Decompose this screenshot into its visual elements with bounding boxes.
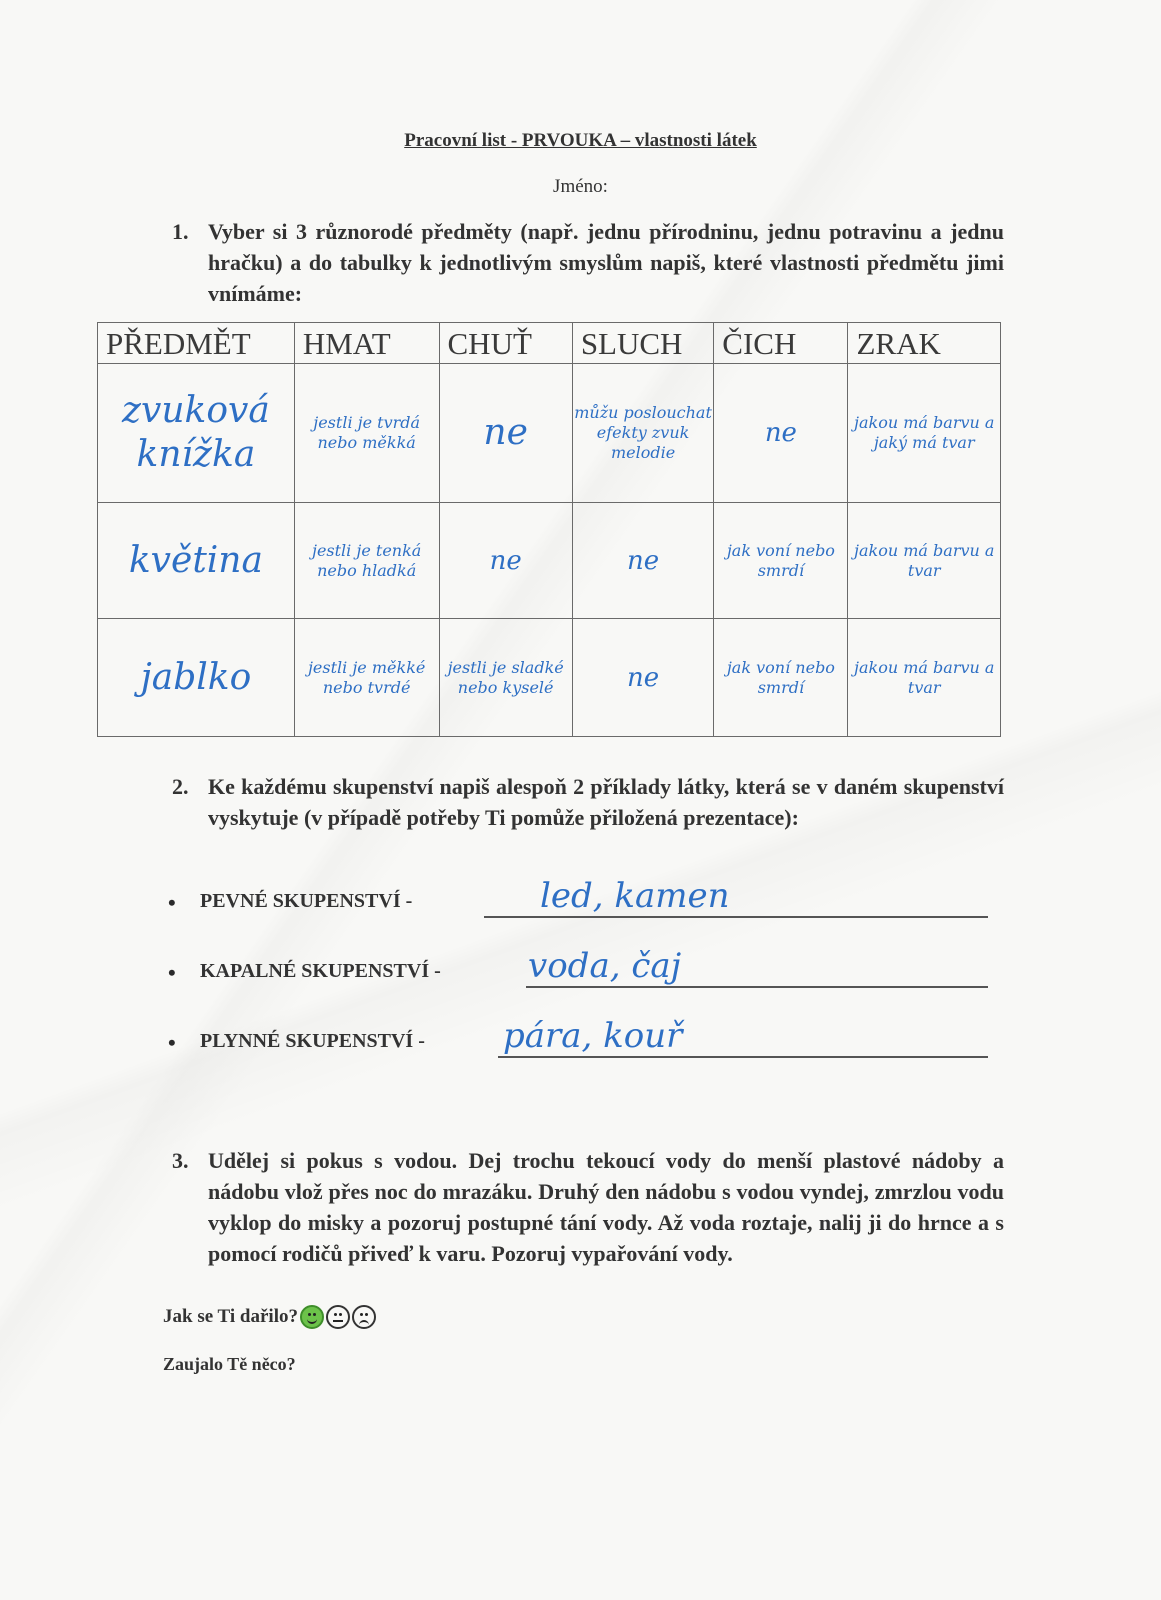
task-2 bbox=[172, 771, 1004, 833]
cell-cich[interactable]: jak voní nebo smrdí bbox=[714, 503, 848, 619]
feedback-question: Jak se Ti dařilo? bbox=[163, 1306, 298, 1327]
cell-zrak[interactable]: jakou má barvu a tvar bbox=[848, 503, 1001, 619]
header-zrak: ZRAK bbox=[848, 323, 1001, 364]
task-number: 2. bbox=[172, 774, 189, 799]
cell-chut[interactable]: ne bbox=[439, 503, 572, 619]
task-text: Vyber si 3 různorodé předměty (např. jednu přírodninu, jednu potravinu a jednu hračku) a do tabulky k jednotlivým smyslům napiš, které vlastnosti předmětu jimi vnímáme: bbox=[208, 219, 1004, 306]
answer-line bbox=[484, 916, 988, 918]
task-1 bbox=[172, 216, 1004, 309]
cell-hmat[interactable]: jestli je měkké nebo tvrdé bbox=[294, 619, 439, 737]
header-hmat: HMAT bbox=[294, 323, 439, 364]
cell-predmet[interactable]: jablko bbox=[98, 619, 295, 737]
header-chut: CHUŤ bbox=[439, 323, 572, 364]
state-label: PEVNÉ SKUPENSTVÍ - bbox=[200, 890, 413, 912]
header-cich: ČICH bbox=[714, 323, 848, 364]
header-sluch: SLUCH bbox=[572, 323, 713, 364]
cell-predmet[interactable]: květina bbox=[98, 503, 295, 619]
table-row bbox=[98, 503, 1001, 619]
table-row bbox=[98, 364, 1001, 503]
bullet-icon: • bbox=[168, 960, 176, 985]
answer-line bbox=[498, 1056, 988, 1058]
state-label: KAPALNÉ SKUPENSTVÍ - bbox=[200, 960, 441, 982]
interest-question: Zaujalo Tě něco? bbox=[163, 1354, 296, 1374]
state-answer[interactable]: voda, čaj bbox=[528, 946, 682, 986]
cell-sluch[interactable]: ne bbox=[572, 619, 713, 737]
cell-zrak[interactable]: jakou má barvu a tvar bbox=[848, 619, 1001, 737]
answer-line bbox=[526, 986, 988, 988]
states-list bbox=[168, 876, 988, 1100]
task-text: Udělej si pokus s vodou. Dej trochu tekoucí vody do menší plastové nádoby a nádobu vlož přes noc do mrazáku. Druhý den nádobu s vodou vyndej, zmrzlou vodu vyklop do misky a pozoruj postupné tání vody. Až voda roztaje, nalij ji do hrnce a s pomocí rodičů přiveď k varu. Pozoruj vypařování vody. bbox=[208, 1148, 1004, 1266]
header-predmet: PŘEDMĚT bbox=[98, 323, 295, 364]
state-answer[interactable]: led, kamen bbox=[540, 876, 730, 916]
happy-face-icon[interactable] bbox=[300, 1305, 324, 1329]
bullet-icon: • bbox=[168, 890, 176, 915]
cell-sluch[interactable]: ne bbox=[572, 503, 713, 619]
cell-zrak[interactable]: jakou má barvu a jaký má tvar bbox=[848, 364, 1001, 503]
cell-predmet[interactable]: zvuková knížka bbox=[98, 364, 295, 503]
bullet-icon: • bbox=[168, 1030, 176, 1055]
state-label: PLYNNÉ SKUPENSTVÍ - bbox=[200, 1030, 425, 1052]
state-answer[interactable]: pára, kouř bbox=[503, 1016, 683, 1056]
sad-face-icon[interactable] bbox=[352, 1305, 376, 1329]
feedback-row bbox=[163, 1305, 376, 1329]
name-label: Jméno: bbox=[553, 176, 608, 197]
cell-hmat[interactable]: jestli je tenká nebo hladká bbox=[294, 503, 439, 619]
task-number: 1. bbox=[172, 219, 189, 244]
task-number: 3. bbox=[172, 1148, 189, 1173]
table-row bbox=[98, 619, 1001, 737]
senses-table bbox=[97, 322, 1001, 737]
task-3 bbox=[172, 1145, 1004, 1269]
cell-cich[interactable]: ne bbox=[714, 364, 848, 503]
cell-sluch[interactable]: můžu poslouchat efekty zvuk melodie bbox=[572, 364, 713, 503]
table-header-row bbox=[98, 323, 1001, 364]
cell-chut[interactable]: jestli je sladké nebo kyselé bbox=[439, 619, 572, 737]
cell-chut[interactable]: ne bbox=[439, 364, 572, 503]
cell-cich[interactable]: jak voní nebo smrdí bbox=[714, 619, 848, 737]
task-text: Ke každému skupenství napiš alespoň 2 příklady látky, která se v daném skupenství vyskytuje (v případě potřeby Ti pomůže přiložená prezentace): bbox=[208, 774, 1004, 830]
state-gas bbox=[168, 1016, 988, 1100]
worksheet-title: Pracovní list - PRVOUKA – vlastnosti látek bbox=[404, 130, 757, 151]
cell-hmat[interactable]: jestli je tvrdá nebo měkká bbox=[294, 364, 439, 503]
neutral-face-icon[interactable] bbox=[326, 1305, 350, 1329]
